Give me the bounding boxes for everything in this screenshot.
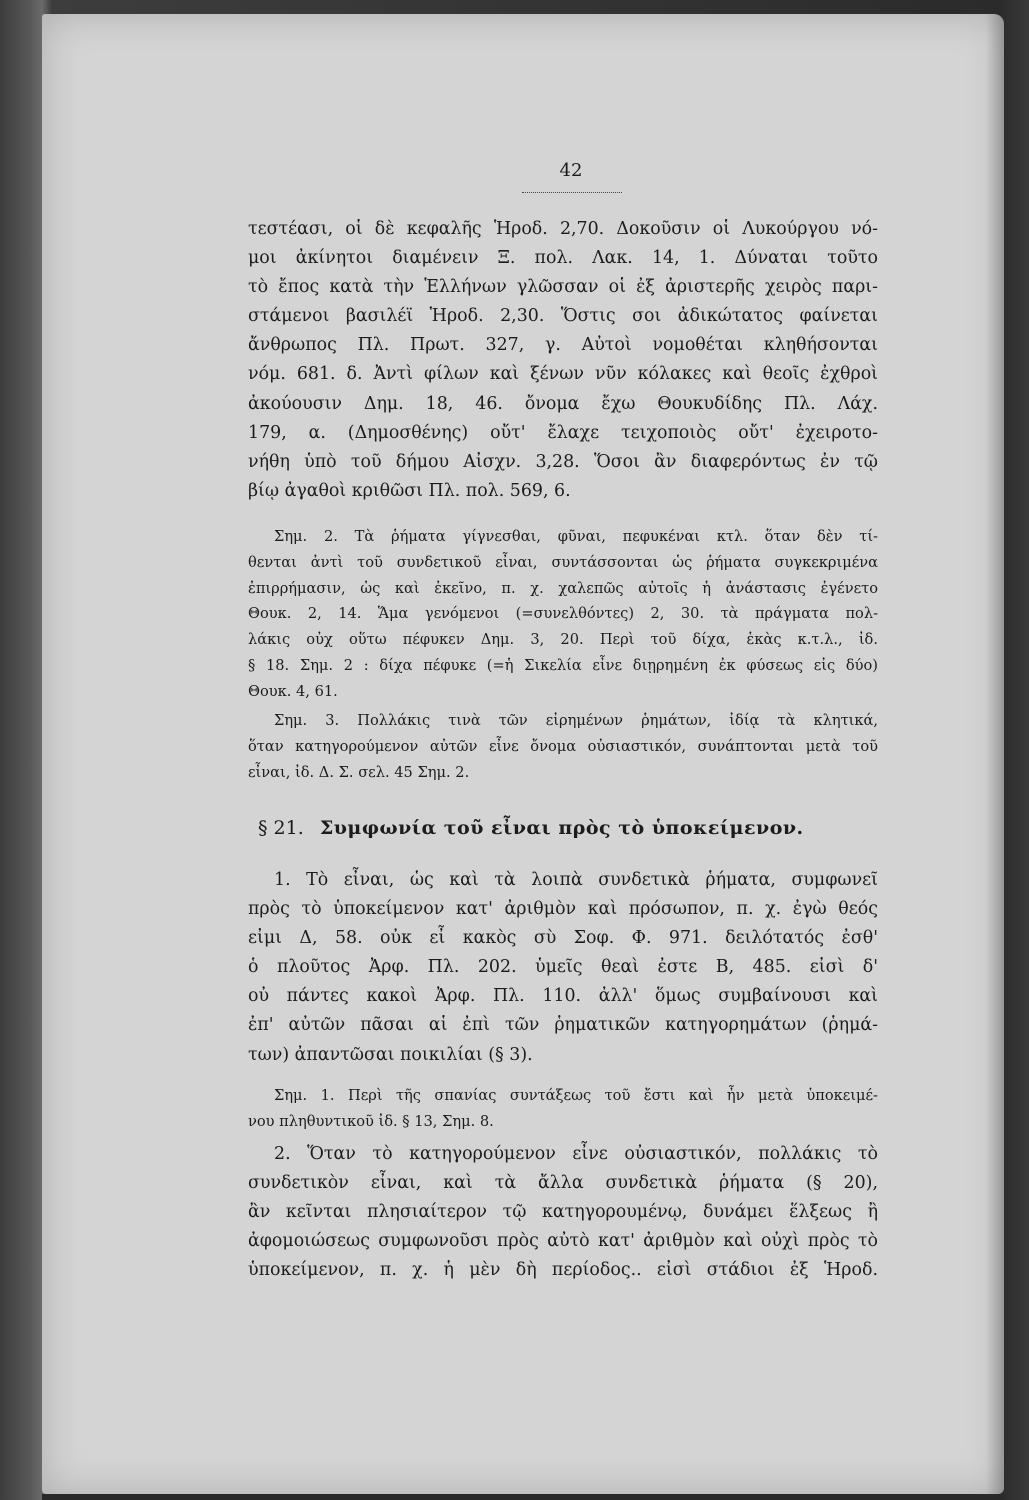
text-line: 2. Ὅταν τὸ κατηγορούμενον εἶνε οὐσιαστικόν, πολλάκις τὸ <box>274 1144 878 1164</box>
note-line: Σημ. 2. Τὰ ῥήματα γίγνεσθαι, φῦναι, πεφυκέναι κτλ. ὅταν δὲν τί- <box>274 528 878 545</box>
note-line: § 18. Σημ. 2 : δίχα πέφυκε (=ἡ Σικελία εἶνε διῃρημένη ἐκ φύσεως εἰς δύο) <box>248 656 878 674</box>
text-line: βίῳ ἀγαθοὶ κριθῶσι Πλ. πολ. 569, 6. <box>248 480 571 501</box>
page-bottom-shadow <box>42 1494 1004 1500</box>
text-line: νόμ. 681. δ. Ἀντὶ φίλων καὶ ξένων νῦν κόλακες καὶ θεοῖς ἐχθροὶ <box>248 364 878 385</box>
text-line: οὐ πάντες κακοὶ Ἀρφ. Πλ. 110. ἀλλ' ὅμως συμβαίνουσι καὶ <box>248 986 878 1007</box>
note-line: Θουκ. 4, 61. <box>248 682 338 700</box>
text-line: ἐπ' αὐτῶν πᾶσαι αἱ ἐπὶ τῶν ῥηματικῶν κατηγορημάτων (ῥημά- <box>248 1015 878 1036</box>
note-3 <box>248 708 878 785</box>
page-edge-shadow <box>986 14 1004 1494</box>
note-line: Θουκ. 2, 14. Ἅμα γενόμενοι (=συνελθόντες) 2, 30. τὰ πράγματα πολ- <box>248 605 878 623</box>
paragraph-1 <box>248 866 878 1070</box>
text-line: στάμενοι βασιλέϊ Ἡροδ. 2,30. Ὅστις σοι ἀδικώτατος φαίνεται <box>248 306 878 327</box>
text-line: συνδετικὸν εἶναι, καὶ τὰ ἄλλα συνδετικὰ ῥήματα (§ 20), <box>248 1173 878 1194</box>
section-title: Συμφωνία τοῦ εἶναι πρὸς τὸ ὑποκείμενον. <box>319 817 804 839</box>
text-line: των) ἀπαντῶσαι ποικιλίαι (§ 3). <box>248 1044 533 1065</box>
section-heading <box>258 813 888 843</box>
note-line: νου πληθυντικοῦ ἰδ. § 13, Σημ. 8. <box>248 1112 494 1130</box>
text-line: εἰμι Δ, 58. οὐκ εἶ κακὸς σὺ Σοφ. Φ. 971. δειλότατός ἐσθ' <box>248 928 878 949</box>
text-line: ἀκούουσιν Δημ. 18, 46. ὄνομα ἔχω Θουκυδίδης Πλ. Λάχ. <box>248 393 878 414</box>
text-line: μοι ἀκίνητοι διαμένειν Ξ. πολ. Λακ. 14, 1. Δύναται τοῦτο <box>248 248 878 269</box>
note-line: εἶναι, ἰδ. Δ. Σ. σελ. 45 Σημ. 2. <box>248 763 470 781</box>
text-line: 1. Τὸ εἶναι, ὡς καὶ τὰ λοιπὰ συνδετικὰ ῥήματα, συμφωνεῖ <box>274 870 878 890</box>
text-line: ἄνθρωπος Πλ. Πρωτ. 327, γ. Αὐτοὶ νομοθέται κληθήσονται <box>248 335 878 356</box>
text-line: ἀφομοιώσεως συμφωνοῦσι πρὸς αὐτὸ κατ' ἀριθμὸν καὶ οὐχὶ πρὸς τὸ <box>248 1231 878 1252</box>
note-line: θενται ἀντὶ τοῦ συνδετικοῦ εἶναι, συντάσσονται ὡς ῥήματα συγκεκριμένα <box>248 553 878 571</box>
text-line: τὸ ἔπος κατὰ τὴν Ἑλλήνων γλῶσσαν οἱ ἐξ ἀριστερῆς χειρὸς παρι- <box>248 277 878 298</box>
note-line: ἐπιρρήμασιν, ὡς καὶ ἐκεῖνο, π. χ. χαλεπῶς αὐτοῖς ἡ ἀνάστασις ἐγένετο <box>248 579 878 597</box>
note-line: Σημ. 1. Περὶ τῆς σπανίας συντάξεως τοῦ ἔστι καὶ ἦν μετὰ ὑποκειμέ- <box>274 1087 878 1104</box>
text-line: τεστέασι, οἱ δὲ κεφαλῆς Ἡροδ. 2,70. Δοκοῦσιν οἱ Λυκούργου νό- <box>248 219 878 239</box>
note-line: λάκις οὐχ οὕτω πέφυκεν Δημ. 3, 20. Περὶ τοῦ δίχα, ἑκὰς κ.τ.λ., ἰδ. <box>248 631 878 649</box>
note-1 <box>248 1083 878 1135</box>
text-line: ὑποκείμενον, π. χ. ἡ μὲν δὴ περίοδος.. εἰσὶ στάδιοι ἐξ Ἡροδ. <box>248 1260 878 1281</box>
text-line: ὁ πλοῦτος Ἀρφ. Πλ. 202. ὑμεῖς θεαὶ ἐστε Β, 485. εἰσὶ δ' <box>248 957 878 978</box>
note-2 <box>248 524 878 705</box>
note-line: Σημ. 3. Πολλάκις τινὰ τῶν εἰρημένων ῥημάτων, ἰδίᾳ τὰ κλητικά, <box>274 712 878 729</box>
text-line: 179, α. (Δημοσθένης) οὔτ' ἔλαχε τειχοποιὸς οὔτ' ἐχειροτο- <box>248 422 878 443</box>
main-paragraph-continued <box>248 215 878 506</box>
page-number: 42 <box>559 160 583 181</box>
page-number-rule <box>522 192 622 193</box>
text-line: ἂν κεῖνται πλησιαίτερον τῷ κατηγορουμένῳ, δυνάμει ἕλξεως ἢ <box>248 1202 878 1223</box>
text-line: πρὸς τὸ ὑποκείμενον κατ' ἀριθμὸν καὶ πρόσωπον, π. χ. ἐγὼ θεός <box>248 899 878 920</box>
paragraph-2 <box>248 1140 878 1285</box>
section-number: § 21. <box>258 817 304 839</box>
text-line: νήθη ὑπὸ τοῦ δήμου Αἰσχν. 3,28. Ὅσοι ἂν διαφερόντως ἐν τῷ <box>248 451 878 472</box>
note-line: ὅταν κατηγορούμενον αὐτῶν εἶνε ὄνομα οὐσιαστικόν, συνάπτονται μετὰ τοῦ <box>248 737 878 755</box>
